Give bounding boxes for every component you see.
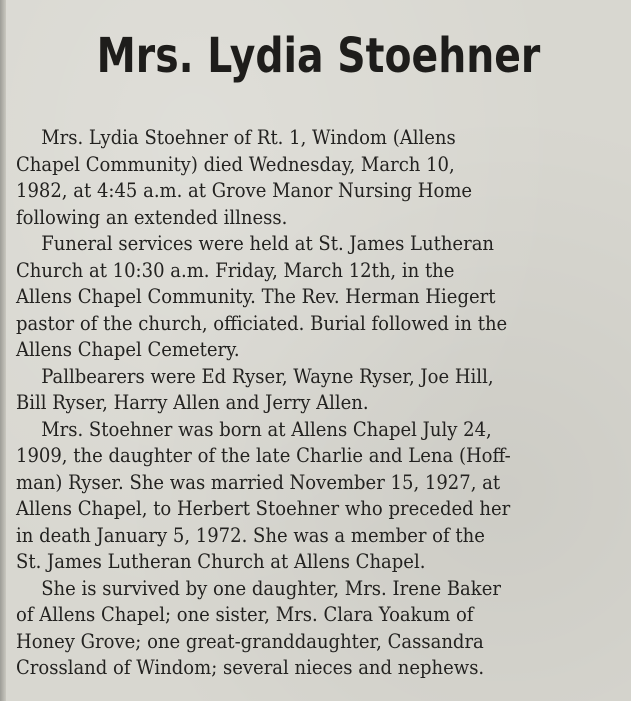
obituary-headline: Mrs. Lydia Stoehner bbox=[96, 28, 541, 84]
text-line: Allens Chapel, to Herbert Stoehner who preceded her bbox=[16, 496, 511, 520]
paragraph-survivors bbox=[16, 575, 627, 681]
paragraph-pallbearers bbox=[16, 363, 627, 416]
text-line: Crossland of Windom; several nieces and nephews. bbox=[16, 655, 485, 679]
text-line: Allens Chapel Cemetery. bbox=[16, 337, 240, 361]
text-line: Pallbearers were Ed Ryser, Wayne Ryser, Joe Hill, bbox=[41, 363, 494, 388]
text-line: of Allens Chapel; one sister, Mrs. Clara Yoakum of bbox=[16, 602, 474, 626]
text-line: Funeral services were held at St. James Lutheran bbox=[41, 231, 495, 255]
text-line: following an extended illness. bbox=[16, 204, 288, 229]
text-line: man) Ryser. She was married November 15, 1927, at bbox=[16, 469, 501, 494]
obituary-body bbox=[16, 124, 627, 681]
text-line: Chapel Community) died Wednesday, March 10, bbox=[16, 151, 455, 176]
text-line: She is survived by one daughter, Mrs. Irene Baker bbox=[41, 575, 501, 600]
text-line: St. James Lutheran Church at Allens Chapel. bbox=[16, 549, 426, 573]
paragraph-funeral-services bbox=[16, 230, 627, 363]
text-line: pastor of the church, officiated. Burial followed in the bbox=[16, 310, 508, 335]
text-line: Allens Chapel Community. The Rev. Herman Hiegert bbox=[16, 284, 496, 308]
paragraph-biography bbox=[16, 416, 627, 575]
text-line: Church at 10:30 a.m. Friday, March 12th, in the bbox=[16, 257, 455, 282]
newspaper-clipping bbox=[6, 0, 631, 701]
text-line: Mrs. Stoehner was born at Allens Chapel July 24, bbox=[41, 416, 492, 441]
text-line: Bill Ryser, Harry Allen and Jerry Allen. bbox=[16, 390, 369, 414]
text-line: Mrs. Lydia Stoehner of Rt. 1, Windom (Allens bbox=[41, 125, 456, 149]
text-line: 1909, the daughter of the late Charlie and Lena (Hoff- bbox=[16, 443, 511, 467]
paragraph-death-notice bbox=[16, 124, 627, 230]
text-line: Honey Grove; one great-granddaughter, Cassandra bbox=[16, 628, 484, 653]
text-line: 1982, at 4:45 a.m. at Grove Manor Nursing Home bbox=[16, 178, 473, 202]
text-line: in death January 5, 1972. She was a member of the bbox=[16, 522, 485, 547]
